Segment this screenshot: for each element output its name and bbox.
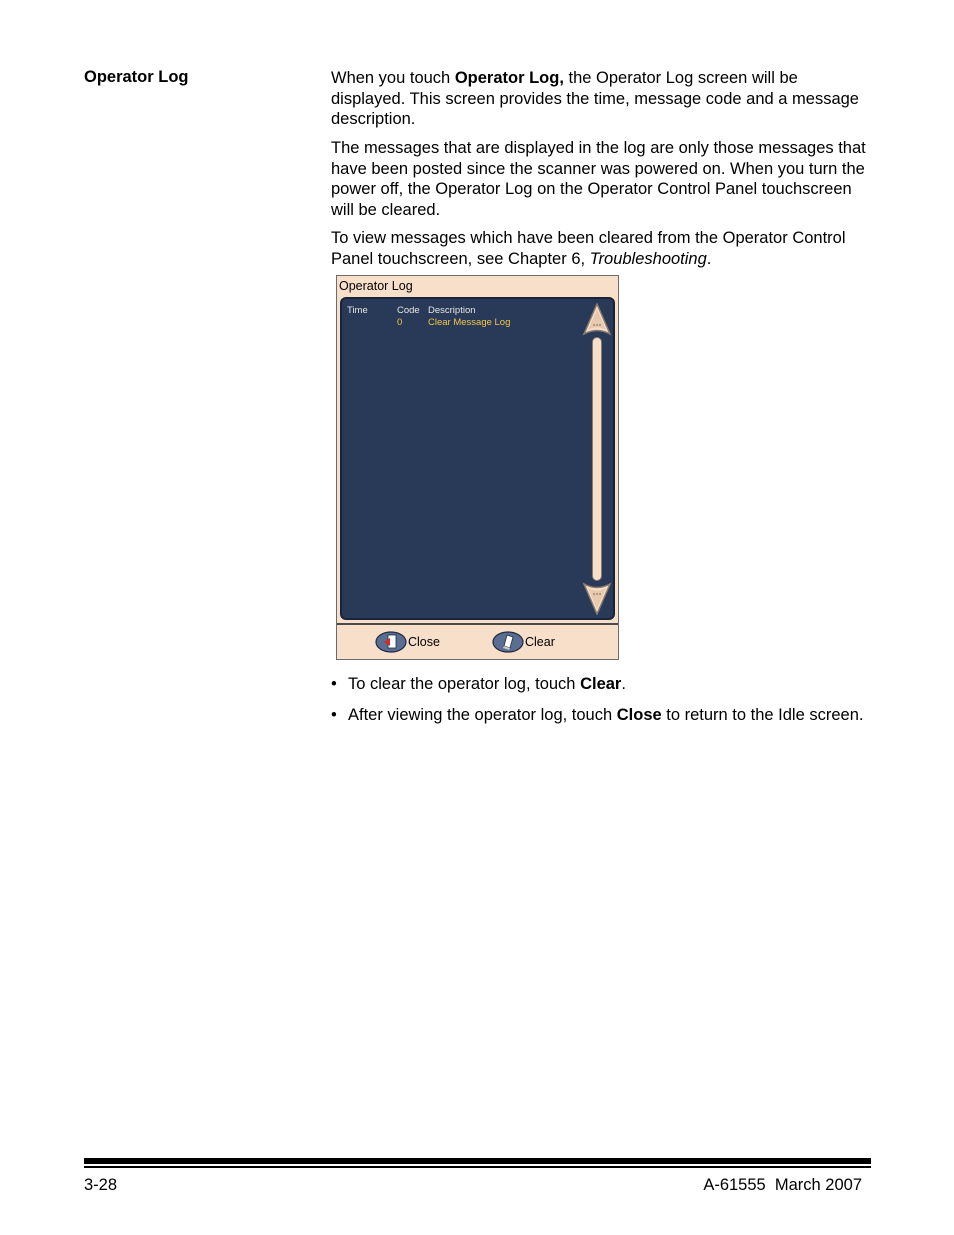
log-entry-description: Clear Message Log bbox=[428, 317, 511, 328]
section-heading: Operator Log bbox=[84, 68, 189, 86]
log-behavior-paragraph bbox=[331, 138, 876, 220]
clear-label: Clear bbox=[525, 635, 555, 649]
intro-paragraph bbox=[331, 68, 876, 130]
close-button[interactable] bbox=[375, 631, 440, 653]
log-entry-code: 0 bbox=[397, 317, 403, 328]
footer-rule-thin bbox=[84, 1166, 871, 1168]
intro-text-rest: the Operator Log screen will be displayed. This screen provides the time, message code and a message description. bbox=[331, 69, 859, 128]
log-behavior-text: The messages that are displayed in the log are only those messages that have been posted since the scanner was powered on. When you turn the power off, the Operator Log on the Operator Control Panel touchscreen will be cleared. bbox=[331, 139, 866, 219]
close-door-icon bbox=[375, 631, 407, 653]
column-header-code: Code bbox=[397, 305, 420, 316]
scroll-down-arrow-icon[interactable] bbox=[582, 581, 612, 615]
reference-italic: Troubleshooting bbox=[589, 249, 707, 268]
reference-paragraph bbox=[331, 228, 876, 269]
list-item bbox=[331, 705, 876, 726]
document-id: A-61555 March 2007 bbox=[703, 1176, 862, 1194]
bullet-text-end: to return to the Idle screen. bbox=[661, 705, 864, 724]
eraser-icon bbox=[492, 631, 524, 653]
bullet-dot: • bbox=[331, 705, 337, 724]
instruction-list bbox=[331, 674, 876, 735]
footer-rule bbox=[84, 1158, 871, 1164]
reference-text-end: . bbox=[706, 249, 712, 268]
scrollbar-track[interactable] bbox=[592, 337, 602, 581]
bullet-text: To clear the operator log, touch bbox=[348, 675, 581, 693]
operator-log-screen bbox=[336, 275, 619, 660]
intro-bold: Operator Log, bbox=[454, 69, 564, 87]
reference-text: To view messages which have been cleared from the Operator Control Panel touchscreen, see Chapter 6, bbox=[331, 229, 846, 268]
bullet-text: After viewing the operator log, touch bbox=[348, 705, 617, 724]
bullet-dot: • bbox=[331, 675, 337, 693]
page-number: 3-28 bbox=[84, 1176, 118, 1194]
bullet-bold: Close bbox=[616, 705, 662, 724]
close-label: Close bbox=[408, 635, 440, 649]
bullet-text-end: . bbox=[621, 675, 626, 693]
column-header-description: Description bbox=[428, 305, 476, 316]
list-item bbox=[331, 674, 876, 695]
intro-text: When you touch bbox=[331, 69, 455, 87]
bullet-bold: Clear bbox=[580, 675, 622, 693]
clear-button[interactable] bbox=[492, 631, 555, 653]
log-list bbox=[340, 297, 615, 620]
scroll-up-arrow-icon[interactable] bbox=[582, 303, 612, 337]
column-header-time: Time bbox=[347, 305, 368, 316]
button-bar bbox=[337, 623, 618, 659]
screen-title: Operator Log bbox=[339, 279, 413, 293]
